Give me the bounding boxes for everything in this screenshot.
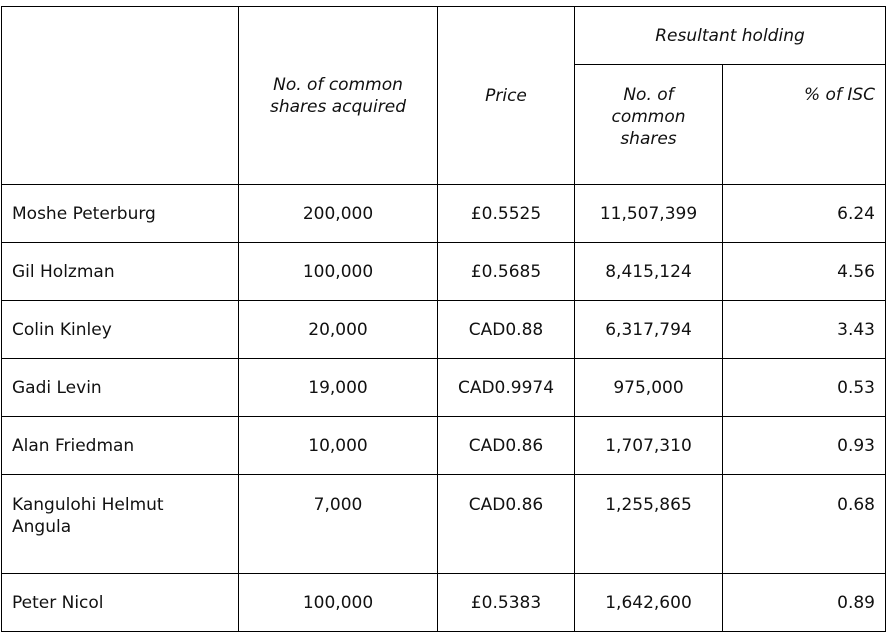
cell-pct: 4.56 bbox=[723, 243, 886, 301]
header-price: Price bbox=[438, 7, 575, 185]
cell-pct: 6.24 bbox=[723, 185, 886, 243]
cell-pct: 0.89 bbox=[723, 574, 886, 632]
table-row bbox=[2, 243, 886, 301]
cell-name: Moshe Peterburg bbox=[2, 185, 239, 243]
cell-name: Colin Kinley bbox=[2, 301, 239, 359]
cell-shares: 1,707,310 bbox=[575, 417, 723, 475]
cell-acquired: 10,000 bbox=[239, 417, 438, 475]
header-holding-shares: No. of common shares bbox=[575, 65, 723, 185]
cell-shares: 1,255,865 bbox=[575, 475, 723, 574]
table-row bbox=[2, 359, 886, 417]
table-row bbox=[2, 301, 886, 359]
cell-acquired: 200,000 bbox=[239, 185, 438, 243]
cell-price: CAD0.88 bbox=[438, 301, 575, 359]
cell-acquired: 19,000 bbox=[239, 359, 438, 417]
cell-shares: 8,415,124 bbox=[575, 243, 723, 301]
table-row bbox=[2, 185, 886, 243]
cell-name: Alan Friedman bbox=[2, 417, 239, 475]
cell-pct: 0.53 bbox=[723, 359, 886, 417]
cell-price: £0.5383 bbox=[438, 574, 575, 632]
cell-name: Peter Nicol bbox=[2, 574, 239, 632]
cell-name: Gil Holzman bbox=[2, 243, 239, 301]
cell-shares: 11,507,399 bbox=[575, 185, 723, 243]
cell-pct: 0.68 bbox=[723, 475, 886, 574]
cell-acquired: 100,000 bbox=[239, 574, 438, 632]
holdings-table bbox=[1, 6, 886, 632]
table-row bbox=[2, 574, 886, 632]
table-row bbox=[2, 417, 886, 475]
cell-price: CAD0.86 bbox=[438, 475, 575, 574]
cell-acquired: 100,000 bbox=[239, 243, 438, 301]
header-resultant-holding: Resultant holding bbox=[575, 7, 886, 65]
table-row bbox=[2, 475, 886, 574]
header-shares-acquired: No. of common shares acquired bbox=[239, 7, 438, 185]
cell-price: CAD0.86 bbox=[438, 417, 575, 475]
cell-price: £0.5525 bbox=[438, 185, 575, 243]
header-name-empty bbox=[2, 7, 239, 185]
cell-name: Gadi Levin bbox=[2, 359, 239, 417]
cell-pct: 0.93 bbox=[723, 417, 886, 475]
cell-name: Kangulohi Helmut Angula bbox=[2, 475, 239, 574]
cell-shares: 975,000 bbox=[575, 359, 723, 417]
cell-shares: 6,317,794 bbox=[575, 301, 723, 359]
cell-acquired: 20,000 bbox=[239, 301, 438, 359]
cell-shares: 1,642,600 bbox=[575, 574, 723, 632]
cell-pct: 3.43 bbox=[723, 301, 886, 359]
cell-price: CAD0.9974 bbox=[438, 359, 575, 417]
cell-acquired: 7,000 bbox=[239, 475, 438, 574]
cell-price: £0.5685 bbox=[438, 243, 575, 301]
header-pct-isc: % of ISC bbox=[723, 65, 886, 185]
